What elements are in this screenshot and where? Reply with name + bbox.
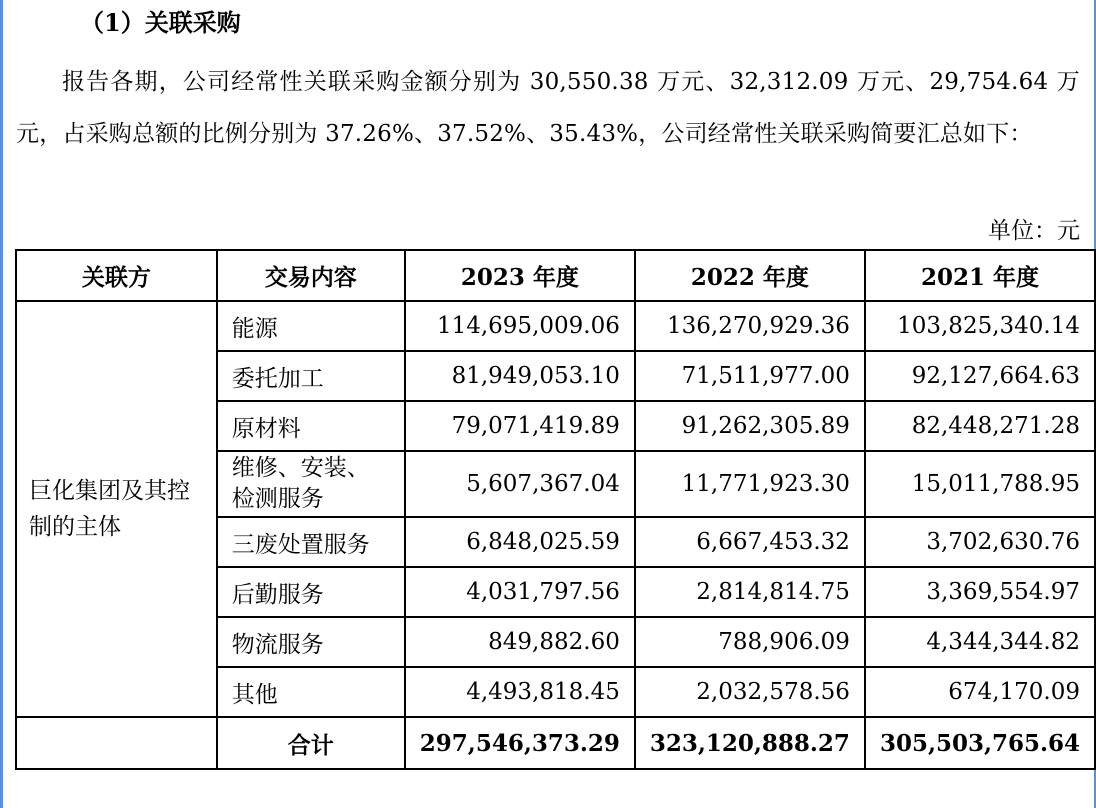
header-2021: 2021 年度 (865, 250, 1095, 301)
value-2023: 4,031,797.56 (405, 567, 635, 617)
value-2023: 79,071,419.89 (405, 401, 635, 451)
item-cell: 其他 (217, 667, 405, 717)
total-party-blank (16, 717, 217, 769)
value-2022: 2,032,578.56 (635, 667, 865, 717)
total-2022: 323,120,888.27 (635, 717, 865, 769)
value-2023: 5,607,367.04 (405, 451, 635, 517)
value-2021: 4,344,344.82 (865, 617, 1095, 667)
item-cell: 能源 (217, 301, 405, 351)
value-2023: 4,493,818.45 (405, 667, 635, 717)
table-row (16, 301, 1095, 351)
item-cell: 三废处置服务 (217, 517, 405, 567)
value-2021: 103,825,340.14 (865, 301, 1095, 351)
unit-label: 单位：元 (988, 218, 1080, 244)
value-2022: 788,906.09 (635, 617, 865, 667)
header-transaction-content: 交易内容 (217, 250, 405, 301)
value-2022: 11,771,923.30 (635, 451, 865, 517)
value-2023: 81,949,053.10 (405, 351, 635, 401)
value-2021: 15,011,788.95 (865, 451, 1095, 517)
table-header-row (16, 250, 1095, 301)
value-2021: 3,369,554.97 (865, 567, 1095, 617)
item-cell: 委托加工 (217, 351, 405, 401)
related-purchase-table (15, 249, 1096, 770)
item-cell: 物流服务 (217, 617, 405, 667)
total-row (16, 717, 1095, 769)
total-label: 合计 (217, 717, 405, 769)
value-2021: 3,702,630.76 (865, 517, 1095, 567)
header-related-party: 关联方 (16, 250, 217, 301)
value-2022: 71,511,977.00 (635, 351, 865, 401)
value-2022: 6,667,453.32 (635, 517, 865, 567)
value-2021: 92,127,664.63 (865, 351, 1095, 401)
item-cell: 维修、安装、检测服务 (217, 451, 405, 517)
total-2023: 297,546,373.29 (405, 717, 635, 769)
header-2023: 2023 年度 (405, 250, 635, 301)
summary-paragraph: 报告各期，公司经常性关联采购金额分别为 30,550.38 万元、32,312.09 万元、29,754.64 万元，占采购总额的比例分别为 37.26%、37.52%、35.43%，公司经常性关联采购简要汇总如下： (16, 69, 1080, 147)
page-frame-left (0, 0, 3, 808)
value-2023: 849,882.60 (405, 617, 635, 667)
value-2023: 114,695,009.06 (405, 301, 635, 351)
header-2022: 2022 年度 (635, 250, 865, 301)
value-2021: 82,448,271.28 (865, 401, 1095, 451)
value-2022: 91,262,305.89 (635, 401, 865, 451)
section-heading: （1）关联采购 (80, 8, 241, 37)
item-cell: 后勤服务 (217, 567, 405, 617)
value-2021: 674,170.09 (865, 667, 1095, 717)
value-2022: 2,814,814.75 (635, 567, 865, 617)
value-2022: 136,270,929.36 (635, 301, 865, 351)
value-2023: 6,848,025.59 (405, 517, 635, 567)
related-party-cell: 巨化集团及其控制的主体 (16, 301, 217, 717)
total-2021: 305,503,765.64 (865, 717, 1095, 769)
item-cell: 原材料 (217, 401, 405, 451)
